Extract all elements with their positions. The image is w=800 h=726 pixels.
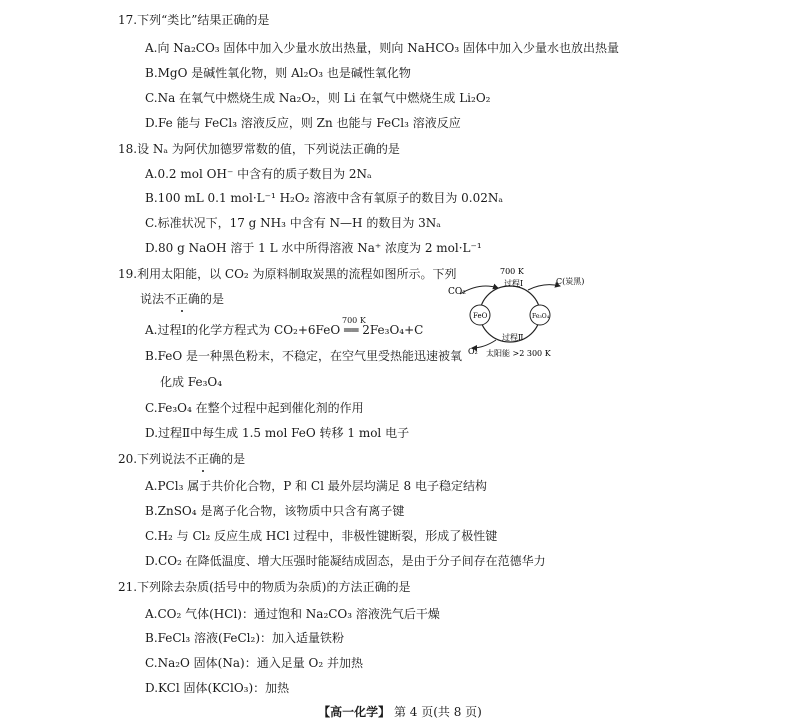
question-19-option-d: D.过程Ⅱ中每生成 1.5 mol FeO 转移 1 mol 电子 [145,426,410,440]
question-19-option-a: A.过程Ⅰ的化学方程式为 CO₂+6FeO ══ 2Fe₃O₄+C [145,323,424,337]
question-20-option-a: A.PCl₃ 属于共价化合物，P 和 Cl 最外层均满足 8 电子稳定结构 [145,479,488,493]
diagram-carbon: C(炭黑) [556,277,585,286]
diagram-process-2: 过程Ⅱ [502,333,524,342]
footer-page-number: 第 4 页(共 8 页) [393,705,482,719]
question-19-stem-prefix: 说法 [140,292,165,306]
question-17-option-c: C.Na 在氧气中燃烧生成 Na₂O₂，则 Li 在氧气中燃烧生成 Li₂O₂ [145,91,491,105]
diagram-feo: FeO [473,312,488,320]
question-17-option-d: D.Fe 能与 FeCl₃ 溶液反应，则 Zn 也能与 FeCl₃ 溶液反应 [145,116,461,130]
question-21-option-b: B.FeCl₃ 溶液(FeCl₂)：加入适量铁粉 [145,631,345,645]
question-20-option-b: B.ZnSO₄ 是离子化合物，该物质中只含有离子键 [145,504,405,518]
question-21-stem: 21.下列除去杂质(括号中的物质为杂质)的方法正确的是 [118,580,411,594]
diagram-o2: O₂ [468,347,478,356]
question-17-option-b: B.MgO 是碱性氧化物，则 Al₂O₃ 也是碱性氧化物 [145,66,411,80]
carbon-cycle-diagram [440,262,610,372]
question-21-option-a: A.CO₂ 气体(HCl)：通过饱和 Na₂CO₃ 溶液洗气后干燥 [145,607,440,621]
question-19-option-b-continued: 化成 Fe₃O₄ [160,375,223,389]
page-footer [0,703,800,720]
question-21-option-c: C.Na₂O 固体(Na)：通入足量 O₂ 并加热 [145,656,363,670]
question-18-stem: 18.设 Nₐ 为阿伏加德罗常数的值，下列说法正确的是 [118,142,400,156]
question-19-option-b: B.FeO 是一种黑色粉末，不稳定，在空气里受热能迅速被氧 [145,349,463,363]
question-21-option-d: D.KCl 固体(KClO₃)：加热 [145,681,290,695]
question-20-stem-prefix: 20.下列说法 [118,452,186,466]
question-20-option-c: C.H₂ 与 Cl₂ 反应生成 HCl 过程中，非极性键断裂，形成了极性键 [145,529,498,543]
question-19-stem-continued [140,291,224,307]
footer-subject: 【高一化学】 [318,705,391,719]
question-20-stem-suffix: 的是 [221,452,246,466]
question-19-option-c: C.Fe₃O₄ 在整个过程中起到催化剂的作用 [145,401,364,415]
diagram-process-1: 过程Ⅰ [504,279,524,288]
diagram-co2: CO₂ [448,287,466,297]
reaction-condition: 700 K [342,316,366,325]
diagram-solar: 太阳能 >2 300 K [486,349,551,358]
diagram-temp: 700 K [500,267,524,276]
question-17-stem: 17.下列“类比”结果正确的是 [118,13,270,27]
diagram-fe3o4: Fe₃O₄ [532,313,550,320]
question-18-option-d: D.80 g NaOH 溶于 1 L 水中所得溶液 Na⁺ 浓度为 2 mol·L⁻¹ [145,241,482,255]
question-20-emphasis: 不正确 [185,452,222,466]
question-19-emphasis: 不正确 [164,292,201,306]
question-18-option-c: C.标准状况下，17 g NH₃ 中含有 N—H 的数目为 3Nₐ [145,216,441,230]
question-20-option-d: D.CO₂ 在降低温度、增大压强时能凝结成固态，是由于分子间存在范德华力 [145,554,546,568]
question-17-option-a: A.向 Na₂CO₃ 固体中加入少量水放出热量，则向 NaHCO₃ 固体中加入少量水也放出热量 [145,41,619,55]
question-20-stem [118,451,245,467]
question-18-option-a: A.0.2 mol OH⁻ 中含有的质子数目为 2Nₐ [145,167,372,181]
question-19-stem-suffix: 的是 [200,292,225,306]
question-18-option-b: B.100 mL 0.1 mol·L⁻¹ H₂O₂ 溶液中含有氧原子的数目为 0.02Nₐ [145,191,503,205]
question-19-stem: 19.利用太阳能，以 CO₂ 为原料制取炭黑的流程如图所示。下列 [118,267,457,281]
